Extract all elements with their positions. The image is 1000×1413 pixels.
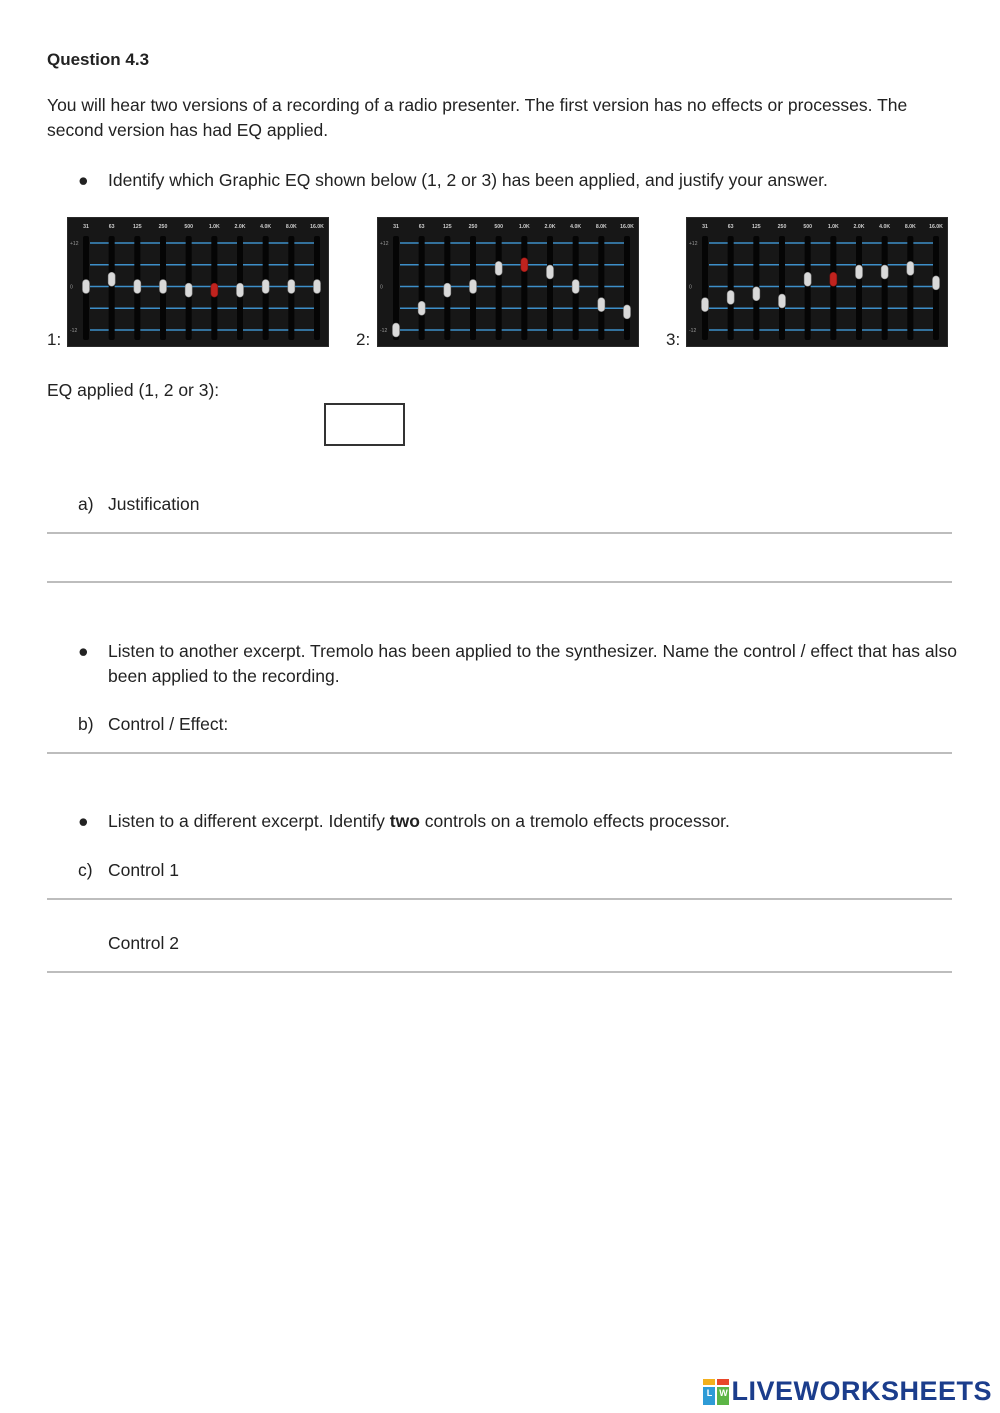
eq-slider-thumb[interactable] xyxy=(881,265,888,279)
eq-slider-thumb[interactable] xyxy=(185,283,192,297)
eq-slider-track[interactable] xyxy=(547,236,553,340)
eq-band-label: 31 xyxy=(393,224,399,230)
bullet-text: Listen to another excerpt. Tremolo has been applied to the synthesizer. Name the control / effect that has also been applied to the recording. xyxy=(108,641,957,686)
eq-slider-thumb[interactable] xyxy=(624,305,631,319)
justification-answer-line-2[interactable] xyxy=(47,581,952,583)
eq-slider-track[interactable] xyxy=(598,236,604,340)
justification-answer-line-1[interactable] xyxy=(47,532,952,534)
eq-slider-thumb[interactable] xyxy=(779,294,786,308)
eq-applied-label: EQ applied (1, 2 or 3): xyxy=(47,380,220,400)
eq-slider-track[interactable] xyxy=(702,236,708,340)
eq-band-label: 125 xyxy=(133,224,142,230)
eq-2-label: 2: xyxy=(356,330,371,349)
eq-slider-thumb[interactable] xyxy=(933,276,940,290)
eq-band-label: 16.0K xyxy=(620,224,634,230)
eq-slider-track[interactable] xyxy=(856,236,862,340)
question-title: Question 4.3 xyxy=(47,50,150,69)
eq-slider-track[interactable] xyxy=(907,236,913,340)
eq-scale-label-mid: 0 xyxy=(70,284,73,291)
eq-answer-box[interactable] xyxy=(324,403,405,446)
liveworksheets-brand: LIVEWORKSHEETS xyxy=(731,1376,992,1406)
question-c-label: Control 1 xyxy=(108,860,180,880)
eq-band-label: 8.0K xyxy=(285,224,297,230)
eq-band-label: 63 xyxy=(727,224,734,230)
eq-scale-label-mid: 0 xyxy=(380,284,383,291)
eq-slider-thumb[interactable] xyxy=(804,272,811,286)
eq-band-label: 1.0K xyxy=(518,224,530,230)
eq-slider-thumb[interactable] xyxy=(314,280,321,294)
eq-slider-thumb[interactable] xyxy=(907,261,914,275)
eq-band-label: 125 xyxy=(752,224,761,230)
eq-slider-track[interactable] xyxy=(728,236,734,340)
eq-scale-label-mid: 0 xyxy=(689,284,692,291)
bullet-text-before: Listen to a different excerpt. Identify xyxy=(108,811,390,831)
eq-band-label: 500 xyxy=(803,224,812,230)
eq-scale-label-bottom: -12 xyxy=(380,328,388,334)
eq-slider-thumb[interactable] xyxy=(393,323,400,337)
eq-slider-track[interactable] xyxy=(496,236,502,340)
eq-slider-track[interactable] xyxy=(109,236,115,340)
eq-slider-thumb[interactable] xyxy=(237,283,244,297)
eq-band-label: 500 xyxy=(184,224,193,230)
eq-slider-thumb[interactable] xyxy=(288,280,295,294)
eq-scale-label-top: +12 xyxy=(689,241,698,247)
control-1-answer-line[interactable] xyxy=(47,898,952,900)
eq-band-label: 63 xyxy=(108,224,115,230)
eq-scale-label-bottom: -12 xyxy=(689,328,697,334)
eq-slider-thumb[interactable] xyxy=(547,265,554,279)
logo-letter-l: L xyxy=(703,1387,715,1405)
eq-slider-track[interactable] xyxy=(624,236,630,340)
eq-band-label: 500 xyxy=(494,224,503,230)
eq-slider-thumb-selected[interactable] xyxy=(211,283,218,297)
question-b-label: Control / Effect: xyxy=(108,714,229,734)
eq-scale-label-bottom: -12 xyxy=(70,328,78,334)
bullet-dot: ● xyxy=(78,811,89,831)
eq-slider-thumb[interactable] xyxy=(470,280,477,294)
eq-slider-thumb[interactable] xyxy=(160,280,167,294)
eq-band-label: 16.0K xyxy=(310,224,324,230)
eq-band-label: 31 xyxy=(702,224,708,230)
question-a-label: Justification xyxy=(108,494,200,514)
eq-slider-thumb[interactable] xyxy=(495,261,502,275)
eq-band-label: 63 xyxy=(418,224,425,230)
eq-slider-thumb[interactable] xyxy=(108,272,115,286)
eq-scale-label-top: +12 xyxy=(380,241,389,247)
eq-band-label: 4.0K xyxy=(570,224,582,230)
eq-slider-thumb[interactable] xyxy=(262,280,269,294)
question-a-letter: a) xyxy=(78,494,94,514)
eq-slider-track[interactable] xyxy=(419,236,425,340)
eq-slider-thumb-selected[interactable] xyxy=(830,272,837,286)
bullet-text-bold: two xyxy=(389,811,420,831)
eq-band-label: 250 xyxy=(777,224,787,230)
eq-band-label: 8.0K xyxy=(595,224,607,230)
eq-band-label: 2.0K xyxy=(234,224,246,230)
eq-band-label: 16.0K xyxy=(929,224,943,230)
eq-slider-track[interactable] xyxy=(805,236,811,340)
liveworksheets-logo-icon xyxy=(703,1379,729,1405)
eq-slider-thumb[interactable] xyxy=(753,287,760,301)
eq-slider-track[interactable] xyxy=(830,236,836,340)
eq-slider-thumb[interactable] xyxy=(418,301,425,315)
control-effect-answer-line[interactable] xyxy=(47,752,952,754)
eq-slider-track[interactable] xyxy=(521,236,527,340)
eq-band-label: 4.0K xyxy=(879,224,891,230)
eq-slider-thumb[interactable] xyxy=(83,280,90,294)
eq-band-label: 250 xyxy=(468,224,478,230)
eq-slider-thumb[interactable] xyxy=(598,298,605,312)
eq-slider-thumb[interactable] xyxy=(702,298,709,312)
eq-band-label: 125 xyxy=(443,224,452,230)
eq-scale-label-top: +12 xyxy=(70,241,79,247)
control-2-answer-line[interactable] xyxy=(47,971,952,973)
intro-paragraph: You will hear two versions of a recording of a radio presenter. The first version has no effects or processes. The second version has had EQ applied. xyxy=(47,95,908,140)
eq-slider-thumb-selected[interactable] xyxy=(521,258,528,272)
eq-slider-thumb[interactable] xyxy=(856,265,863,279)
eq-slider-thumb[interactable] xyxy=(572,280,579,294)
eq-1-graphic xyxy=(68,218,328,346)
eq-slider-thumb[interactable] xyxy=(444,283,451,297)
graphic-eq-1 xyxy=(67,217,329,347)
eq-slider-thumb[interactable] xyxy=(727,290,734,304)
eq-band-label: 250 xyxy=(158,224,168,230)
graphic-eq-2 xyxy=(377,217,639,347)
bullet-text: Identify which Graphic EQ shown below (1, 2 or 3) has been applied, and justify your answer. xyxy=(108,170,828,190)
bullet-dot: ● xyxy=(78,641,89,661)
eq-2-graphic xyxy=(378,218,638,346)
eq-slider-track[interactable] xyxy=(779,236,785,340)
control-2-label: Control 2 xyxy=(108,933,180,953)
graphic-eq-3 xyxy=(686,217,948,347)
eq-band-label: 31 xyxy=(83,224,89,230)
eq-slider-track[interactable] xyxy=(882,236,888,340)
eq-band-label: 2.0K xyxy=(853,224,865,230)
bullet-text xyxy=(108,809,958,834)
bullet-dot: ● xyxy=(78,170,89,190)
eq-1-label: 1: xyxy=(47,330,62,349)
eq-band-label: 1.0K xyxy=(827,224,839,230)
logo-square-yellow xyxy=(703,1379,715,1385)
bullet-text-after: controls on a tremolo effects processor. xyxy=(419,811,730,831)
liveworksheets-footer xyxy=(703,1376,992,1407)
question-c-letter: c) xyxy=(78,860,93,880)
logo-letter-w: W xyxy=(717,1387,729,1405)
eq-band-label: 8.0K xyxy=(904,224,916,230)
eq-band-label: 4.0K xyxy=(260,224,272,230)
logo-square-red xyxy=(717,1379,729,1385)
eq-band-label: 2.0K xyxy=(544,224,556,230)
eq-3-graphic xyxy=(687,218,947,346)
eq-3-label: 3: xyxy=(666,330,681,349)
eq-slider-thumb[interactable] xyxy=(134,280,141,294)
eq-band-label: 1.0K xyxy=(208,224,220,230)
question-b-letter: b) xyxy=(78,714,94,734)
